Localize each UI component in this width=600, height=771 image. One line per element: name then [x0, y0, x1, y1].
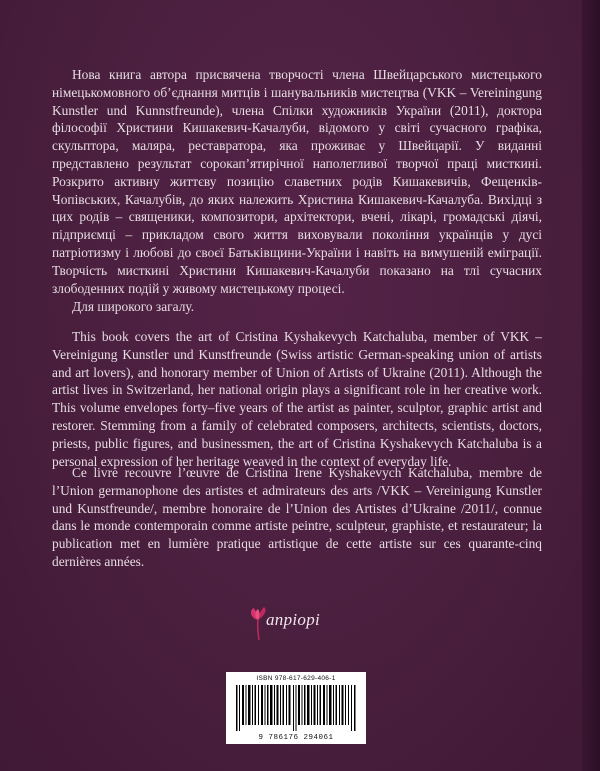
english-description [52, 328, 542, 470]
spine-edge [582, 0, 600, 771]
english-paragraph: This book covers the art of Cristina Kyshakevych Katchaluba, member of VKK – Vereinigung Kunstler und Kunstfreunde (Swiss artistic German-speaking union of artists and art lovers), and honorary member of Union of Artists of Ukraine (2011). Although the artist lives in Switzerland, her national origin plays a significant role in her creative work. This volume envelopes forty–five years of the artist as painter, sculptor, graphic artist and restorer. Stemming from a family of celebrated composers, architects, scientists, doctors, priests, public figures, and businessmen, the art of Cristina Kyshakevych Katchaluba is a personal expression of her heritage weaved in the context of everyday life. [52, 329, 542, 469]
publisher-logo [246, 604, 376, 646]
audience-note: Для широкого загалу. [72, 299, 195, 315]
ukrainian-paragraph: Нова книга автора присвячена творчості члена Швейцарського мистецького німецькомовного об’єднання митців і шанувальників мистецтва (VKK – Vereiningung Kunstler und Kunnstfreunde), члена Спілки художників України (2011), доктора філософії Христини Кишакевич-Качалуби, відомого у світі сучасного графіка, скульптора, маляра, реставратора, яка проживає у Швейцарії. У виданні представлено результат сорокап’ятирічної наполегливої творчої праці мисткині. Розкрито активну життєву позицію славетних родів Кишакевичів, Фещенків-Чопівських, Качалубів, до яких належить Христина Кишакевич-Качалуба. Вихідці з цих родів – священики, композитори, архітектори, вчені, лікарі, громадські діячі, підприємці – прикладом свого життя виховували покоління українців у дусі патріотизму і любові до своєї Батьківщини-України і навіть на вимушеній еміграції. Творчість мисткині Христини Кишакевич-Качалуби показано на тлі сучасних злободенних подій у живому мистецькому процесі. [52, 67, 542, 296]
isbn-text: ISBN 978-617-629-406-1 [256, 675, 336, 682]
publisher-name: апріорі [266, 610, 321, 629]
french-paragraph: Ce livre recouvre l’œuvre de Cristina Irene Kyshakevych Katchaluba, membre de l’Union germanophone des artistes et admirateurs des arts /VKK – Vereinigung Kunstler und Kunstfreunde/, membre honoraire de l’Union des Artistes d’Ukraine /2011/, connue dans le monde contemporain comme artiste peintre, sculpteur, graphiste, et restaurateur; la publication met en lumière pratique artistique de cette artiste sur ces quarante-cinq dernières années. [52, 465, 542, 569]
ean-digits: 9 786176 294061 [258, 734, 334, 742]
isbn-barcode [226, 672, 366, 744]
french-description [52, 464, 542, 571]
ukrainian-description [52, 66, 542, 316]
barcode-bars [236, 685, 356, 731]
